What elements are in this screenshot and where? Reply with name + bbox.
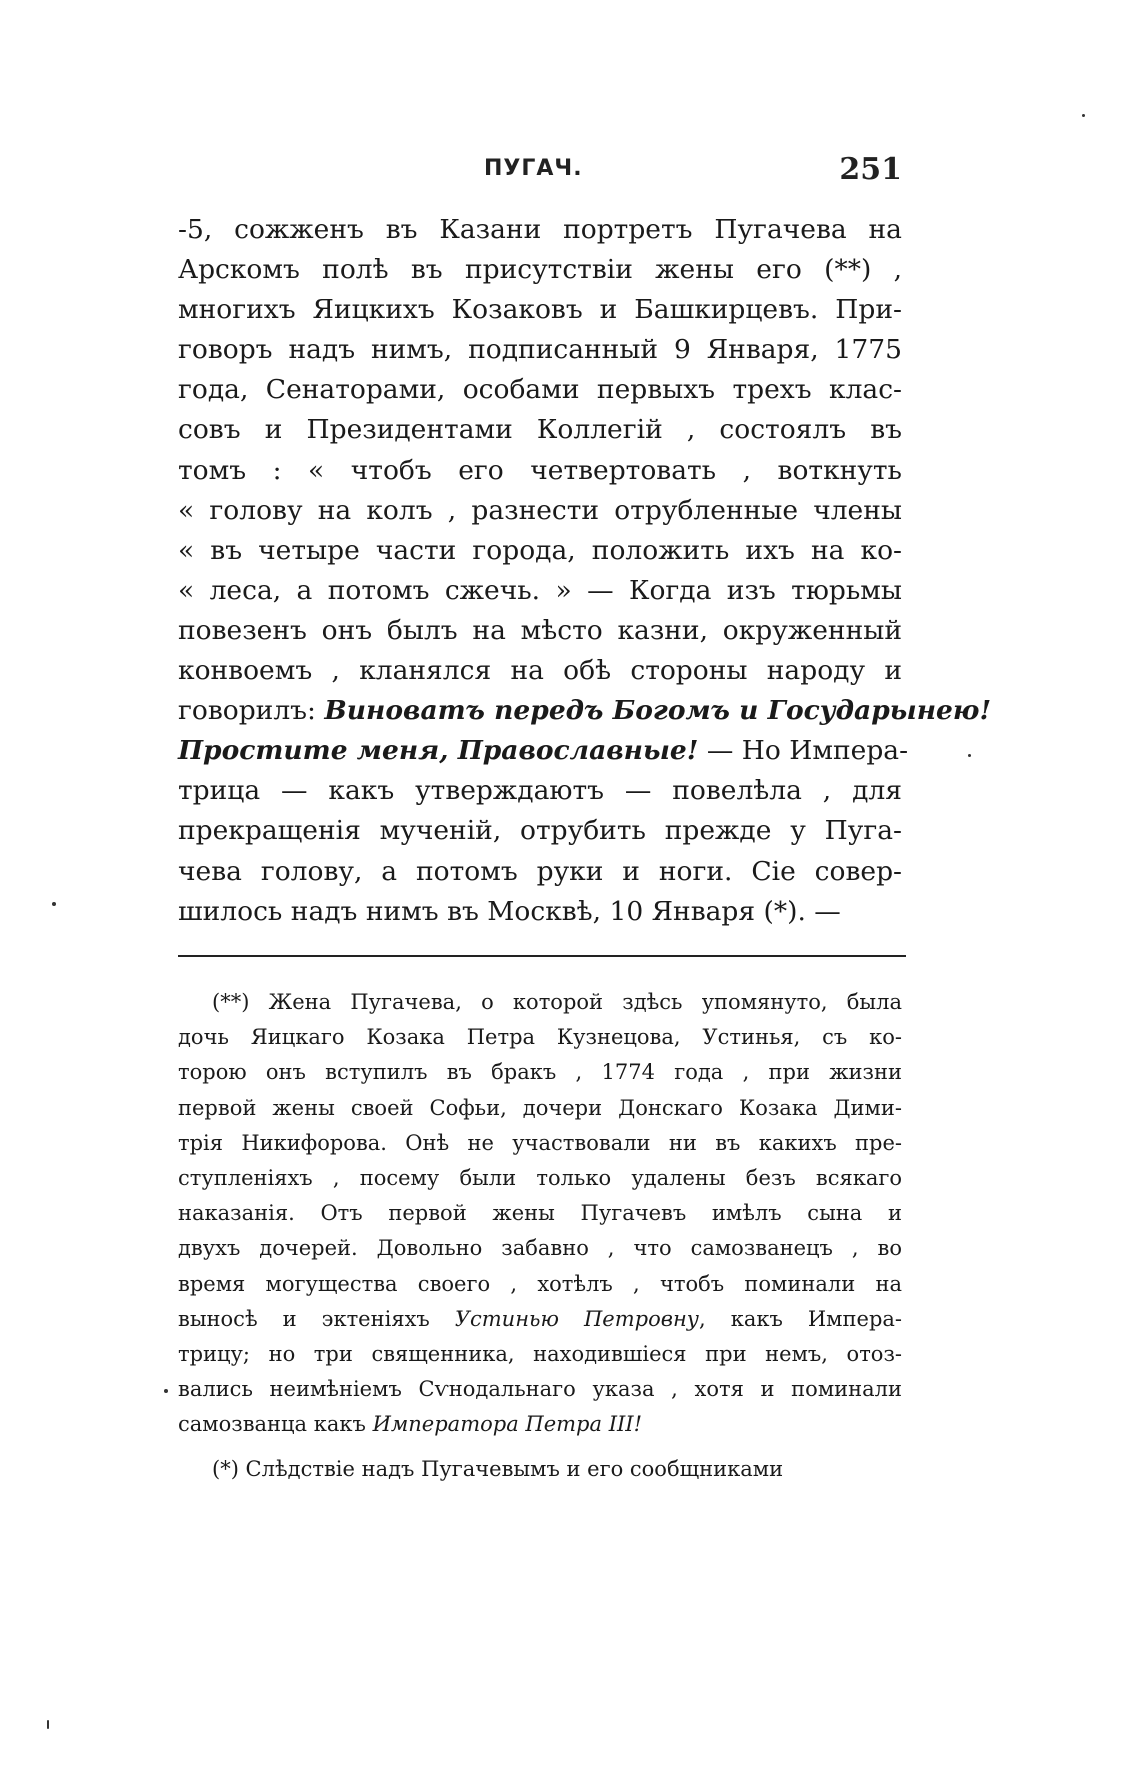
- footnote-line: (**) Жена Пугачева, о которой здѣсь упомянуто, была: [212, 990, 902, 1014]
- footnotes-block: [178, 985, 902, 1488]
- italic-quote: Простите меня, Православные!: [178, 735, 699, 767]
- footnote-line: дочь Яицкаго Козака Петра Кузнецова, Устинья, съ ко-: [178, 1025, 902, 1050]
- italic-quote: Виноватъ передъ Богомъ и Государынею!: [324, 695, 992, 727]
- text-line: Арскомъ полѣ въ присутствіи жены его (**) ,: [178, 254, 902, 286]
- scan-speck: [52, 902, 56, 906]
- text-line: Простите меня, Православные! — Но Импера-: [178, 735, 909, 767]
- footnote-line: торою онъ вступилъ въ бракъ , 1774 года , при жизни: [178, 1060, 902, 1085]
- footnote-line: первой жены своей Софьи, дочери Донскаго Козака Дими-: [178, 1095, 902, 1120]
- italic-title: Императора Петра III!: [372, 1412, 643, 1437]
- text-line: « леса, а потомъ сжечь. » — Когда изъ тюрьмы: [178, 574, 902, 606]
- footnote-line: время могущества своего , хотѣлъ , чтобъ поминали на: [178, 1271, 902, 1296]
- footnote-line: вались неимѣніемъ Сѵнодальнаго указа , хотя и поминали: [178, 1377, 902, 1402]
- italic-name: Устинью Петровну: [454, 1306, 699, 1331]
- footnote-separator-rule: [178, 955, 906, 957]
- scan-speck: [164, 1389, 168, 1393]
- text-line: года, Сенаторами, особами первыхъ трехъ клас-: [178, 374, 902, 406]
- text-line: трица — какъ утверждаютъ — повелѣла , для: [178, 775, 902, 807]
- page-number: 251: [839, 152, 902, 187]
- text-line: совъ и Президентами Коллегій , состоялъ въ: [178, 414, 902, 446]
- text-line: говоръ надъ нимъ, подписанный 9 Января, 1775: [178, 334, 902, 366]
- scan-speck: [968, 754, 971, 757]
- footnote-line: (*) Слѣдствіе надъ Пугачевымъ и его сообщниками: [212, 1457, 784, 1482]
- text-line: прекращенія мученій, отрубить прежде у Пуга-: [178, 815, 902, 847]
- text-line: конвоемъ , кланялся на обѣ стороны народу и: [178, 655, 902, 687]
- scan-speck: [1082, 114, 1085, 117]
- text-line: томъ : « чтобъ его четвертовать , воткнуть: [178, 454, 902, 486]
- text-line: шилось надъ нимъ въ Москвѣ, 10 Января (*). —: [178, 895, 841, 927]
- main-text-block: [178, 210, 992, 932]
- footnote-line: выносѣ и эктеніяхъ Устинью Петровну, какъ Импера-: [178, 1306, 903, 1331]
- scan-speck: [47, 1720, 49, 1729]
- footnote-line: наказанія. Отъ первой жены Пугачевъ имѣлъ сына и: [178, 1201, 902, 1226]
- footnote-line: трія Никифорова. Онѣ не участвовали ни въ какихъ пре-: [178, 1130, 902, 1155]
- footnote-gap: [178, 1442, 902, 1452]
- footnote-line: двухъ дочерей. Довольно забавно , что самозванецъ , во: [178, 1236, 902, 1261]
- footnote-line: ступленіяхъ , посему были только удалены безъ всякаго: [178, 1165, 902, 1190]
- text-line: « въ четыре части города, положить ихъ на ко-: [178, 534, 902, 566]
- text-line: чева голову, а потомъ руки и ноги. Сіе совер-: [178, 855, 902, 887]
- text-line: многихъ Яицкихъ Козаковъ и Башкирцевъ. При-: [178, 294, 902, 326]
- page-header: [178, 152, 902, 192]
- text-line: -5, сожженъ въ Казани портретъ Пугачева на: [178, 214, 902, 245]
- footnote-line: самозванца какъ Императора Петра III!: [178, 1412, 643, 1437]
- text-line: говорилъ: Виноватъ передъ Богомъ и Государынею!: [178, 695, 992, 727]
- footnote-line: трицу; но три священника, находившіеся при немъ, отоз-: [178, 1341, 902, 1366]
- running-title: ПУГАЧ.: [484, 156, 583, 181]
- text-line: « голову на колъ , разнести отрубленные члены: [178, 494, 902, 526]
- text-line: повезенъ онъ былъ на мѣсто казни, окруженный: [178, 614, 902, 646]
